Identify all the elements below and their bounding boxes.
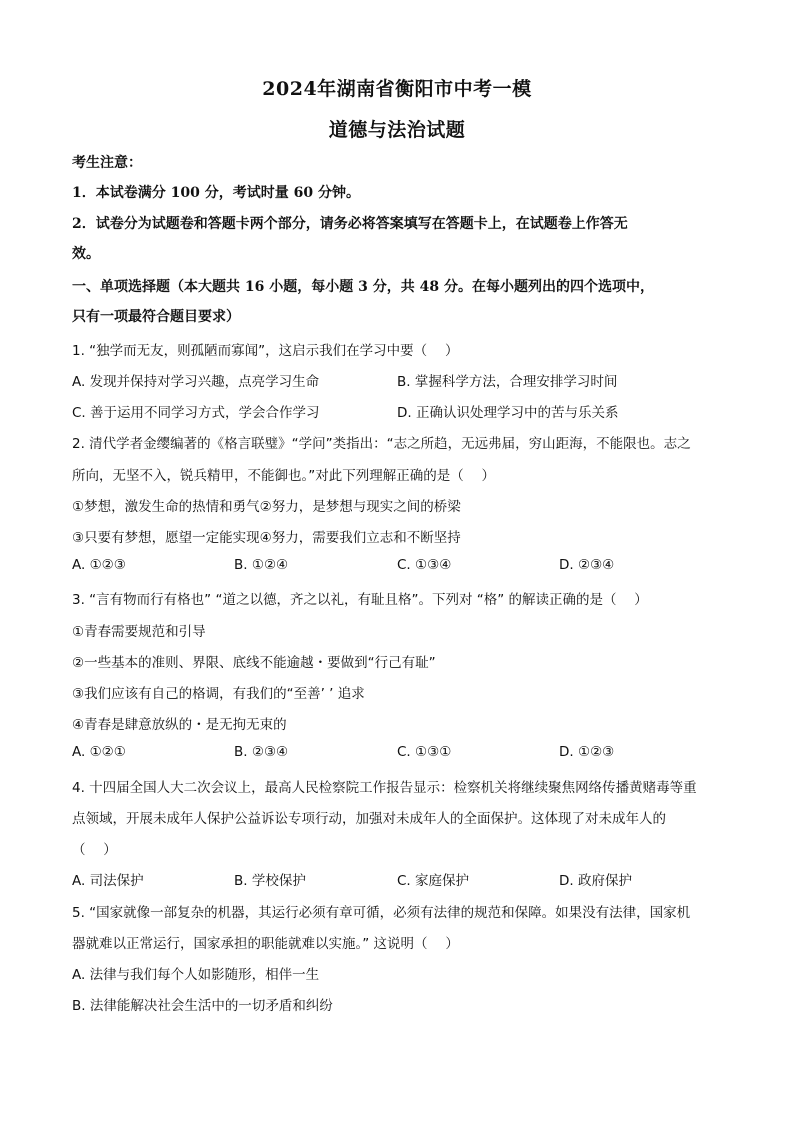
notice-item-1: 1．本试卷满分 100 分，考试时量 60 分钟。 — [72, 185, 360, 201]
q4-option-b: B. 学校保护 — [234, 873, 306, 889]
q3-option-b: B. ②③④ — [234, 744, 289, 760]
q2-stem-line-1: 2. 清代学者金缨编著的《格言联璧》“学问”类指出：“志之所趋，无远弗届，穷山距海，不能限也。志之 — [72, 436, 691, 452]
q3-statement-4: ④青春是肆意放纵的・是无拘无束的 — [72, 717, 287, 733]
q4-stem-line-1: 4. 十四届全国人大二次会议上，最高人民检察院工作报告显示：检察机关将继续聚焦网络传播黄赌毒等重 — [72, 780, 697, 796]
q2-option-a: A. ①②③ — [72, 557, 126, 573]
q3-option-c: C. ①③① — [397, 744, 452, 760]
section-heading-line-1: 一、单项选择题（本大题共 16 小题，每小题 3 分，共 48 分。在每小题列出的四个选项中， — [72, 279, 654, 295]
q4-option-a: A. 司法保护 — [72, 873, 144, 889]
q1-option-a: A. 发现并保持对学习兴趣，点亮学习生命 — [72, 374, 320, 390]
section-heading-line-2: 只有一项最符合题目要求） — [72, 309, 240, 325]
q2-statements-1: ①梦想，激发生命的热情和勇气②努力，是梦想与现实之间的桥梁 — [72, 499, 461, 515]
q5-option-a: A. 法律与我们每个人如影随形，相伴一生 — [72, 967, 320, 983]
q5-option-b: B. 法律能解决社会生活中的一切矛盾和纠纷 — [72, 998, 333, 1014]
q4-option-d: D. 政府保护 — [559, 873, 632, 889]
q1-option-b: B. 掌握科学方法，合理安排学习时间 — [397, 374, 618, 390]
q3-stem: 3. “言有物而行有格也” “道之以德，齐之以礼，有耻且格”。下列对 “格” 的解读正确的是（ ） — [72, 592, 648, 608]
q2-stem-line-2: 所向，无坚不入，锐兵精甲，不能御也。”对此下列理解正确的是（ ） — [72, 468, 496, 484]
q3-statement-1: ①青春需要规范和引导 — [72, 624, 206, 640]
q4-stem-line-2: 点领域，开展未成年人保护公益诉讼专项行动，加强对未成年人的全面保护。这体现了对未成年人的 — [72, 811, 666, 827]
notice-item-2-line-2: 效。 — [72, 246, 100, 262]
q3-option-d: D. ①②③ — [559, 744, 615, 760]
exam-subtitle: 道德与法治试题 — [328, 119, 466, 141]
q2-option-b: B. ①②④ — [234, 557, 289, 573]
notice-heading: 考生注意： — [72, 155, 142, 171]
q3-option-a: A. ①②① — [72, 744, 126, 760]
q5-stem-line-1: 5. “国家就像一部复杂的机器，其运行必须有章可循，必须有法律的规范和保障。如果没有法律，国家机 — [72, 905, 691, 921]
q4-stem-line-3: （ ） — [72, 842, 117, 858]
q1-option-d: D. 正确认识处理学习中的苦与乐关系 — [397, 405, 619, 421]
q3-statement-2: ②一些基本的准则、界限、底线不能逾越・要做到“行己有耻” — [72, 655, 436, 671]
q2-statements-2: ③只要有梦想，愿望一定能实现④努力，需要我们立志和不断坚持 — [72, 530, 461, 546]
q1-stem: 1. “独学而无友，则孤陋而寡闻”，这启示我们在学习中要（ ） — [72, 343, 459, 359]
q4-option-c: C. 家庭保护 — [397, 873, 470, 889]
q1-option-c: C. 善于运用不同学习方式，学会合作学习 — [72, 405, 320, 421]
q2-option-d: D. ②③④ — [559, 557, 615, 573]
q3-statement-3: ③我们应该有自己的格调，有我们的“至善’ ’ 追求 — [72, 686, 365, 702]
exam-title: 2024年湖南省衡阳市中考一模 — [262, 78, 532, 100]
q5-stem-line-2: 器就难以正常运行，国家承担的职能就难以实施。” 这说明（ ） — [72, 936, 459, 952]
notice-item-2-line-1: 2．试卷分为试题卷和答题卡两个部分，请务必将答案填写在答题卡上，在试题卷上作答无 — [72, 216, 628, 232]
q2-option-c: C. ①③④ — [397, 557, 452, 573]
